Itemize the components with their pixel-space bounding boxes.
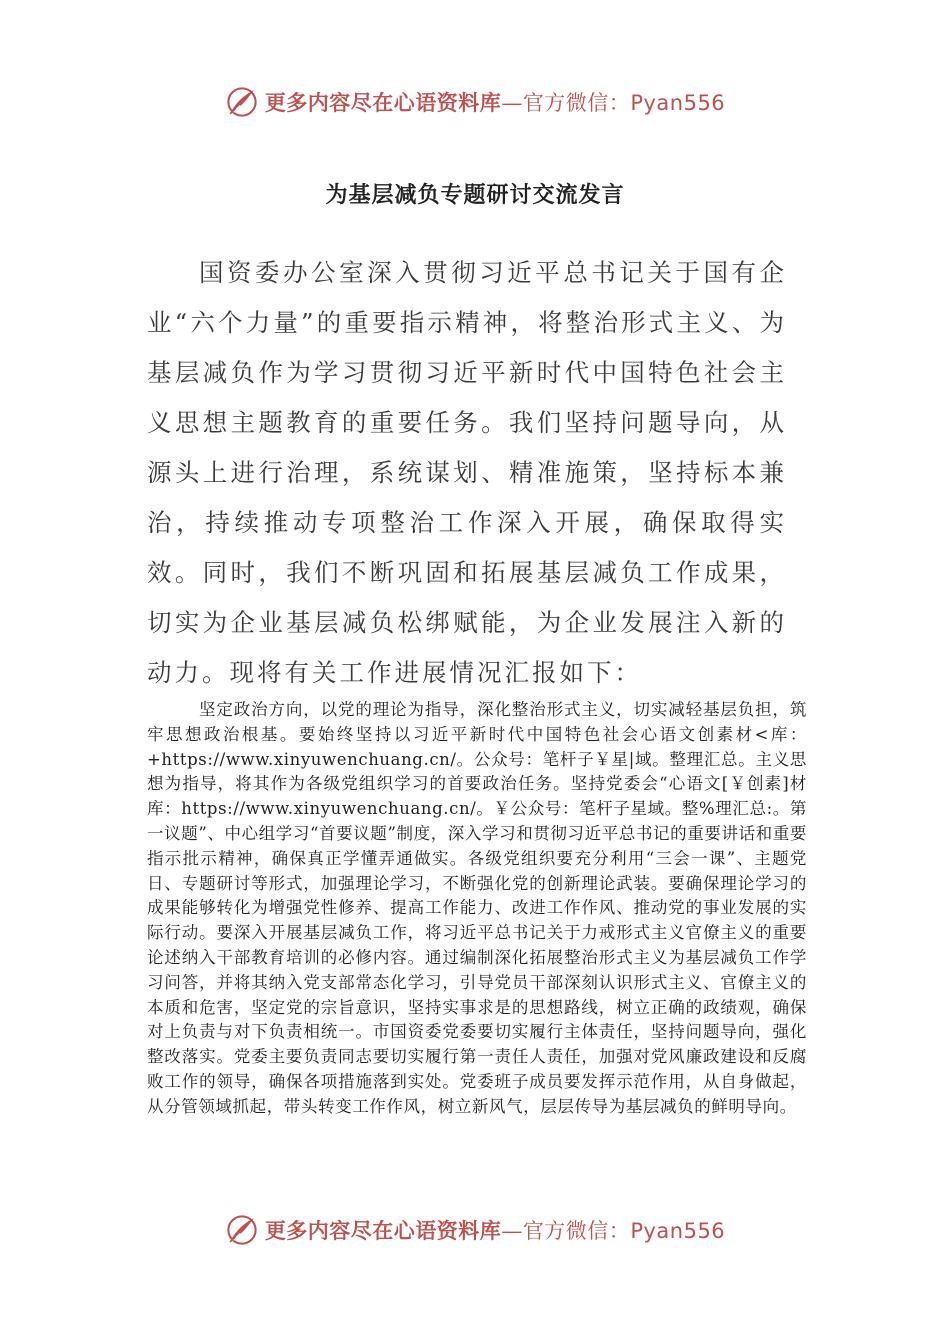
banner-main-text: 更多内容尽在心语资料库	[264, 90, 502, 115]
banner-wechat-label: 官方微信：	[522, 91, 631, 115]
footer-banner	[0, 1210, 950, 1250]
banner-separator: —	[501, 91, 523, 115]
banner-main-text: 更多内容尽在心语资料库	[264, 1218, 502, 1243]
header-banner	[0, 82, 950, 122]
quill-pen-logo-icon	[225, 1213, 259, 1247]
banner-account: Pyan556	[630, 1219, 726, 1243]
banner-separator: —	[501, 1219, 523, 1243]
body-paragraph: 坚定政治方向，以党的理论为指导，深化整治形式主义，切实减轻基层负担，筑牢思想政治根基。要始终坚持以习近平新时代中国特色社会心语文创素材<库：+https://www.xinyuwenchuang.cn/。公众号：笔杆子￥星|域。整理汇总。主义思想为指导，将其作为各级党组织学习的首要政治任务。坚持党委会“心语文[￥创素]材库：https://www.xinyuwenchuang.cn/。￥公众号：笔杆子星域。整%理汇总:。第一议题”、中心组学习“首要议题”制度，深入学习和贯彻习近平总书记的重要讲话和重要指示批示精神，确保真正学懂弄通做实。各级党组织要充分利用“三会一课”、主题党日、专题研讨等形式，加强理论学习，不断强化党的创新理论武装。要确保理论学习的成果能够转化为增强党性修养、提高工作能力、改进工作作风、推动党的事业发展的实际行动。要深入开展基层减负工作，将习近平总书记关于力戒形式主义官僚主义的重要论述纳入干部教育培训的必修内容。通过编制深化拓展整治形式主义为基层减负工作学习问答，并将其纳入党支部常态化学习，引导党员干部深刻认识形式主义、官僚主义的本质和危害，坚定党的宗旨意识，坚持实事求是的思想路线，树立正确的政绩观，确保对上负责与对下负责相统一。市国资委党委要切实履行主体责任，坚持问题导向，强化整改落实。党委主要负责同志要切实履行第一责任人责任，加强对党风廉政建设和反腐败工作的领导，确保各项措施落到实处。党委班子成员要发挥示范作用，从自身做起，从分管领域抓起，带头转变工作作风，树立新风气，层层传导为基层减负的鲜明导向。	[147, 700, 807, 1116]
banner-account: Pyan556	[630, 91, 726, 115]
banner-text	[265, 1215, 725, 1245]
lead-paragraph: 国资委办公室深入贯彻习近平总书记关于国有企业“六个力量”的重要指示精神，将整治形式主义、为基层减负作为学习贯彻习近平新时代中国特色社会主义思想主题教育的重要任务。我们坚持问题导向，从源头上进行治理，系统谋划、精准施策，坚持标本兼治，持续推动专项整治工作深入开展，确保取得实效。同时，我们不断巩固和拓展基层减负工作成果，切实为企业基层减负松绑赋能，为企业发展注入新的动力。现将有关工作进展情况汇报如下：	[147, 258, 787, 687]
banner-text	[265, 87, 725, 117]
quill-pen-logo-icon	[225, 85, 259, 119]
document-title: 为基层减负专题研讨交流发言	[325, 182, 625, 208]
banner-wechat-label: 官方微信：	[522, 1219, 631, 1243]
